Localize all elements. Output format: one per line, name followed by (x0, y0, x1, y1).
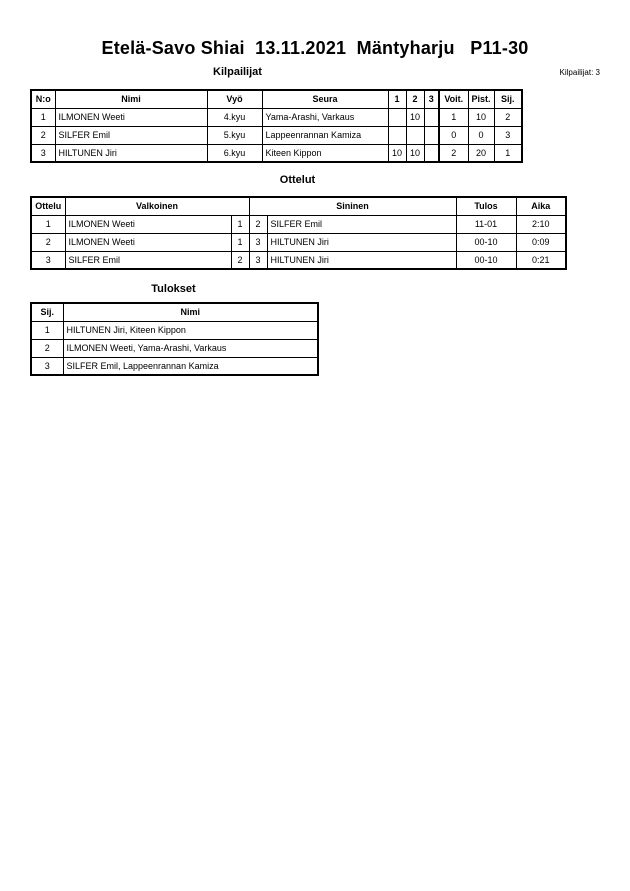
section-title-tulokset: Tulokset (151, 283, 196, 295)
competitor-count-note: Kilpailijat: 3 (559, 68, 600, 77)
cell-name-club: HILTUNEN Jiri, Kiteen Kippon (63, 321, 318, 339)
page-title: Etelä-Savo Shiai 13.11.2021 Mäntyharju P11-30 (101, 38, 529, 58)
cell-white-number: 1 (231, 215, 249, 233)
cell-sij: 1 (494, 144, 522, 162)
header-sij: Sij. (494, 90, 522, 108)
result-row (31, 357, 318, 375)
cell-round-1: 10 (388, 144, 406, 162)
cell-round-2: 10 (406, 144, 424, 162)
cell-nimi: ILMONEN Weeti (55, 108, 207, 126)
results-table (30, 302, 319, 376)
header-sij: Sij. (31, 303, 63, 321)
cell-tulos: 00-10 (456, 233, 516, 251)
header-round-3: 3 (424, 90, 439, 108)
cell-name-club: SILFER Emil, Lappeenrannan Kamiza (63, 357, 318, 375)
cell-rank: 2 (31, 339, 63, 357)
cell-vyo: 6.kyu (207, 144, 262, 162)
match-row (31, 215, 566, 233)
cell-match-no: 1 (31, 215, 65, 233)
cell-name-club: ILMONEN Weeti, Yama-Arashi, Varkaus (63, 339, 318, 357)
cell-pist: 10 (468, 108, 494, 126)
cell-blue-number: 3 (249, 251, 267, 269)
cell-round-3 (424, 144, 439, 162)
cell-pist: 0 (468, 126, 494, 144)
competitor-row (31, 144, 522, 162)
cell-white-number: 2 (231, 251, 249, 269)
cell-aika: 0:09 (516, 233, 566, 251)
results-header-row (31, 303, 318, 321)
cell-round-3 (424, 108, 439, 126)
header-pist: Pist. (468, 90, 494, 108)
cell-blue-number: 3 (249, 233, 267, 251)
cell-match-no: 2 (31, 233, 65, 251)
header-valkoinen: Valkoinen (65, 197, 249, 215)
cell-sij: 3 (494, 126, 522, 144)
result-row (31, 321, 318, 339)
cell-round-2: 10 (406, 108, 424, 126)
cell-vyo: 5.kyu (207, 126, 262, 144)
competitors-header-row (31, 90, 522, 108)
cell-voit: 0 (439, 126, 468, 144)
header-seura: Seura (262, 90, 388, 108)
competitor-row (31, 108, 522, 126)
cell-aika: 0:21 (516, 251, 566, 269)
cell-voit: 2 (439, 144, 468, 162)
cell-white-name: ILMONEN Weeti (65, 215, 231, 233)
header-round-1: 1 (388, 90, 406, 108)
cell-tulos: 11-01 (456, 215, 516, 233)
header-ottelu: Ottelu (31, 197, 65, 215)
cell-vyo: 4.kyu (207, 108, 262, 126)
cell-round-3 (424, 126, 439, 144)
cell-blue-name: SILFER Emil (267, 215, 456, 233)
header-vyo: Vyö (207, 90, 262, 108)
competitor-row (31, 126, 522, 144)
header-round-2: 2 (406, 90, 424, 108)
cell-round-1 (388, 108, 406, 126)
cell-sij: 2 (494, 108, 522, 126)
matches-header-row (31, 197, 566, 215)
cell-rank: 1 (31, 321, 63, 339)
header-aika: Aika (516, 197, 566, 215)
matches-table (30, 196, 567, 270)
header-no: N:o (31, 90, 55, 108)
cell-white-number: 1 (231, 233, 249, 251)
cell-seura: Kiteen Kippon (262, 144, 388, 162)
cell-white-name: ILMONEN Weeti (65, 233, 231, 251)
match-row (31, 251, 566, 269)
cell-nimi: HILTUNEN Jiri (55, 144, 207, 162)
cell-blue-name: HILTUNEN Jiri (267, 251, 456, 269)
cell-seura: Yama-Arashi, Varkaus (262, 108, 388, 126)
cell-seura: Lappeenrannan Kamiza (262, 126, 388, 144)
header-sininen: Sininen (249, 197, 456, 215)
cell-nimi: SILFER Emil (55, 126, 207, 144)
cell-blue-name: HILTUNEN Jiri (267, 233, 456, 251)
section-title-ottelut: Ottelut (279, 174, 316, 186)
header-nimi: Nimi (63, 303, 318, 321)
cell-rank: 3 (31, 357, 63, 375)
header-tulos: Tulos (456, 197, 516, 215)
cell-no: 1 (31, 108, 55, 126)
cell-voit: 1 (439, 108, 468, 126)
competitors-table (30, 89, 523, 163)
cell-no: 3 (31, 144, 55, 162)
cell-white-name: SILFER Emil (65, 251, 231, 269)
cell-round-2 (406, 126, 424, 144)
cell-round-1 (388, 126, 406, 144)
header-voit: Voit. (439, 90, 468, 108)
cell-tulos: 00-10 (456, 251, 516, 269)
cell-no: 2 (31, 126, 55, 144)
cell-aika: 2:10 (516, 215, 566, 233)
match-row (31, 233, 566, 251)
header-nimi: Nimi (55, 90, 207, 108)
section-title-kilpailijat: Kilpailijat (213, 66, 262, 78)
cell-pist: 20 (468, 144, 494, 162)
cell-match-no: 3 (31, 251, 65, 269)
result-row (31, 339, 318, 357)
cell-blue-number: 2 (249, 215, 267, 233)
